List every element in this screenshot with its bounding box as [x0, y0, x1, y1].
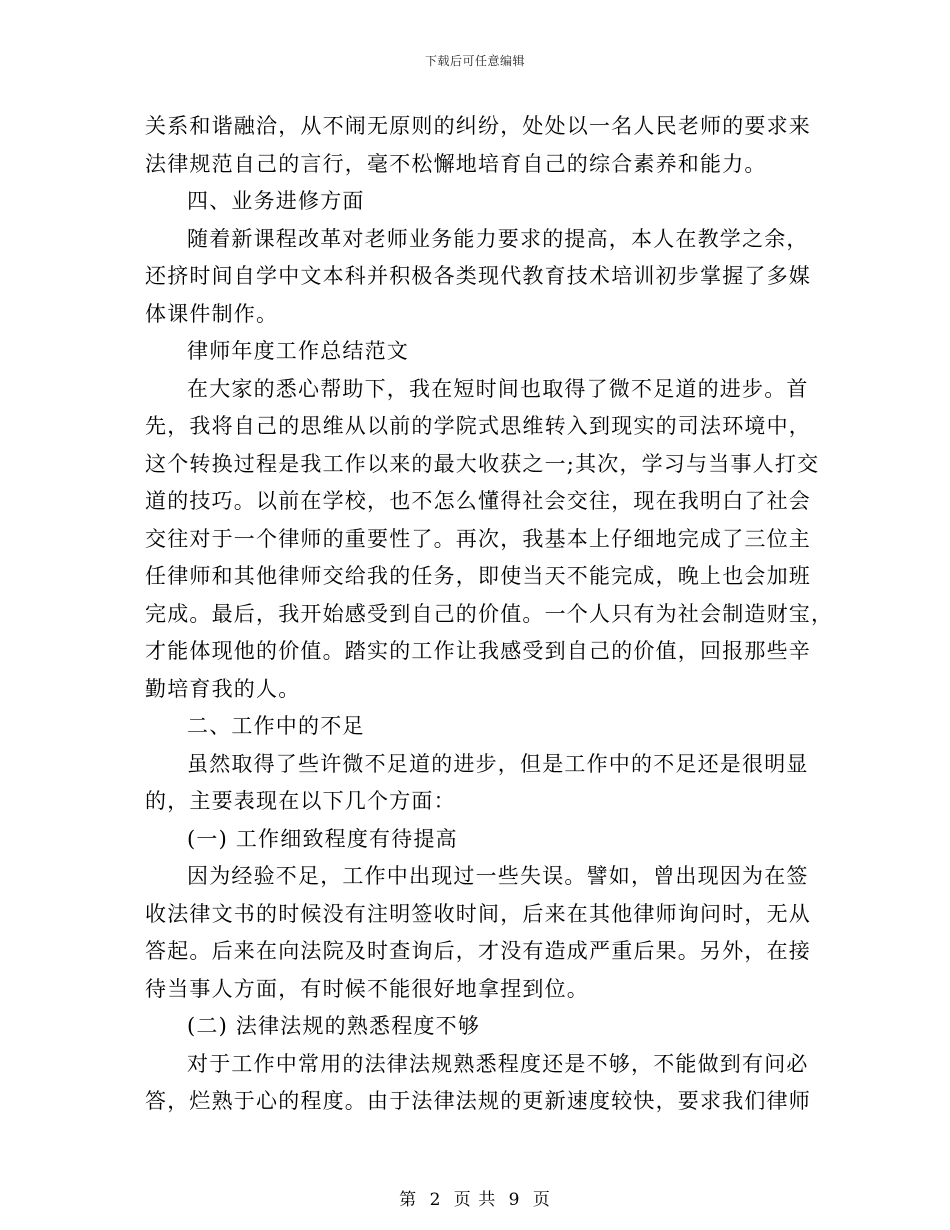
page-footer — [0, 1185, 950, 1210]
footer-mid: 页 共 — [453, 1190, 497, 1210]
document-body — [145, 108, 834, 1121]
body-line: 对于工作中常用的法律法规熟悉程度还是不够，不能做到有问必 — [187, 1051, 809, 1076]
body-line: 收法律文书的时候没有注明签收时间，后来在其他律师询问时，无从 — [145, 901, 811, 926]
body-line: 任律师和其他律师交给我的任务，即使当天不能完成，晚上也会加班 — [145, 564, 811, 588]
body-line: 关系和谐融洽，从不闹无原则的纠纷，处处以一名人民老师的要求来 — [145, 114, 811, 138]
section-heading: 四、业务进修方面 — [187, 189, 365, 213]
body-line: 在大家的悉心帮助下，我在短时间也取得了微不足道的进步。首 — [187, 376, 809, 401]
body-line: 先，我将自己的思维从以前的学院式思维转入到现实的司法环境中， — [145, 414, 811, 438]
subsection-heading: (一) 工作细致程度有待提高 — [187, 826, 458, 851]
page-header-note: 下载后可任意编辑 — [424, 54, 525, 68]
body-line: 因为经验不足，工作中出现过一些失误。譬如，曾出现因为在签 — [187, 864, 809, 888]
footer-suffix: 页 — [532, 1190, 551, 1210]
footer-prefix: 第 — [399, 1190, 418, 1210]
body-line: 待当事人方面，有时候不能很好地拿捏到位。 — [145, 976, 589, 1001]
body-line: 完成。最后，我开始感受到自己的价值。一个人只有为社会制造财宝， — [145, 601, 834, 626]
body-line: 勤培育我的人。 — [145, 676, 301, 701]
document-title: 律师年度工作总结范文 — [187, 339, 409, 363]
body-line: 道的技巧。以前在学校，也不怎么懂得社会交往，现在我明白了社会 — [145, 489, 811, 513]
body-line: 的，主要表现在以下几个方面： — [145, 789, 456, 813]
body-line: 才能体现他的价值。踏实的工作让我感受到自己的价值，回报那些辛 — [145, 639, 811, 663]
body-line: 虽然取得了些许微不足道的进步，但是工作中的不足还是很明显 — [187, 751, 809, 776]
section-heading: 二、工作中的不足 — [187, 714, 365, 738]
body-line: 答，烂熟于心的程度。由于法律法规的更新速度较快，要求我们律师 — [145, 1089, 811, 1113]
current-page-number: 2 — [429, 1190, 442, 1210]
body-line: 法律规范自己的言行，毫不松懈地培育自己的综合素养和能力。 — [145, 151, 767, 176]
body-line: 交往对于一个律师的重要性了。再次，我基本上仔细地完成了三位主 — [145, 526, 811, 551]
body-line: 体课件制作。 — [145, 301, 279, 326]
subsection-heading: (二) 法律法规的熟悉程度不够 — [187, 1014, 481, 1038]
body-line: 还挤时间自学中文本科并积极各类现代教育技术培训初步掌握了多媒 — [145, 264, 811, 288]
body-line: 随着新课程改革对老师业务能力要求的提高，本人在教学之余， — [187, 226, 809, 251]
total-page-count: 9 — [508, 1190, 521, 1210]
body-line: 答起。后来在向法院及时查询后，才没有造成严重后果。另外，在接 — [145, 939, 811, 963]
body-line: 这个转换过程是我工作以来的最大收获之一;其次，学习与当事人打交 — [145, 451, 820, 476]
